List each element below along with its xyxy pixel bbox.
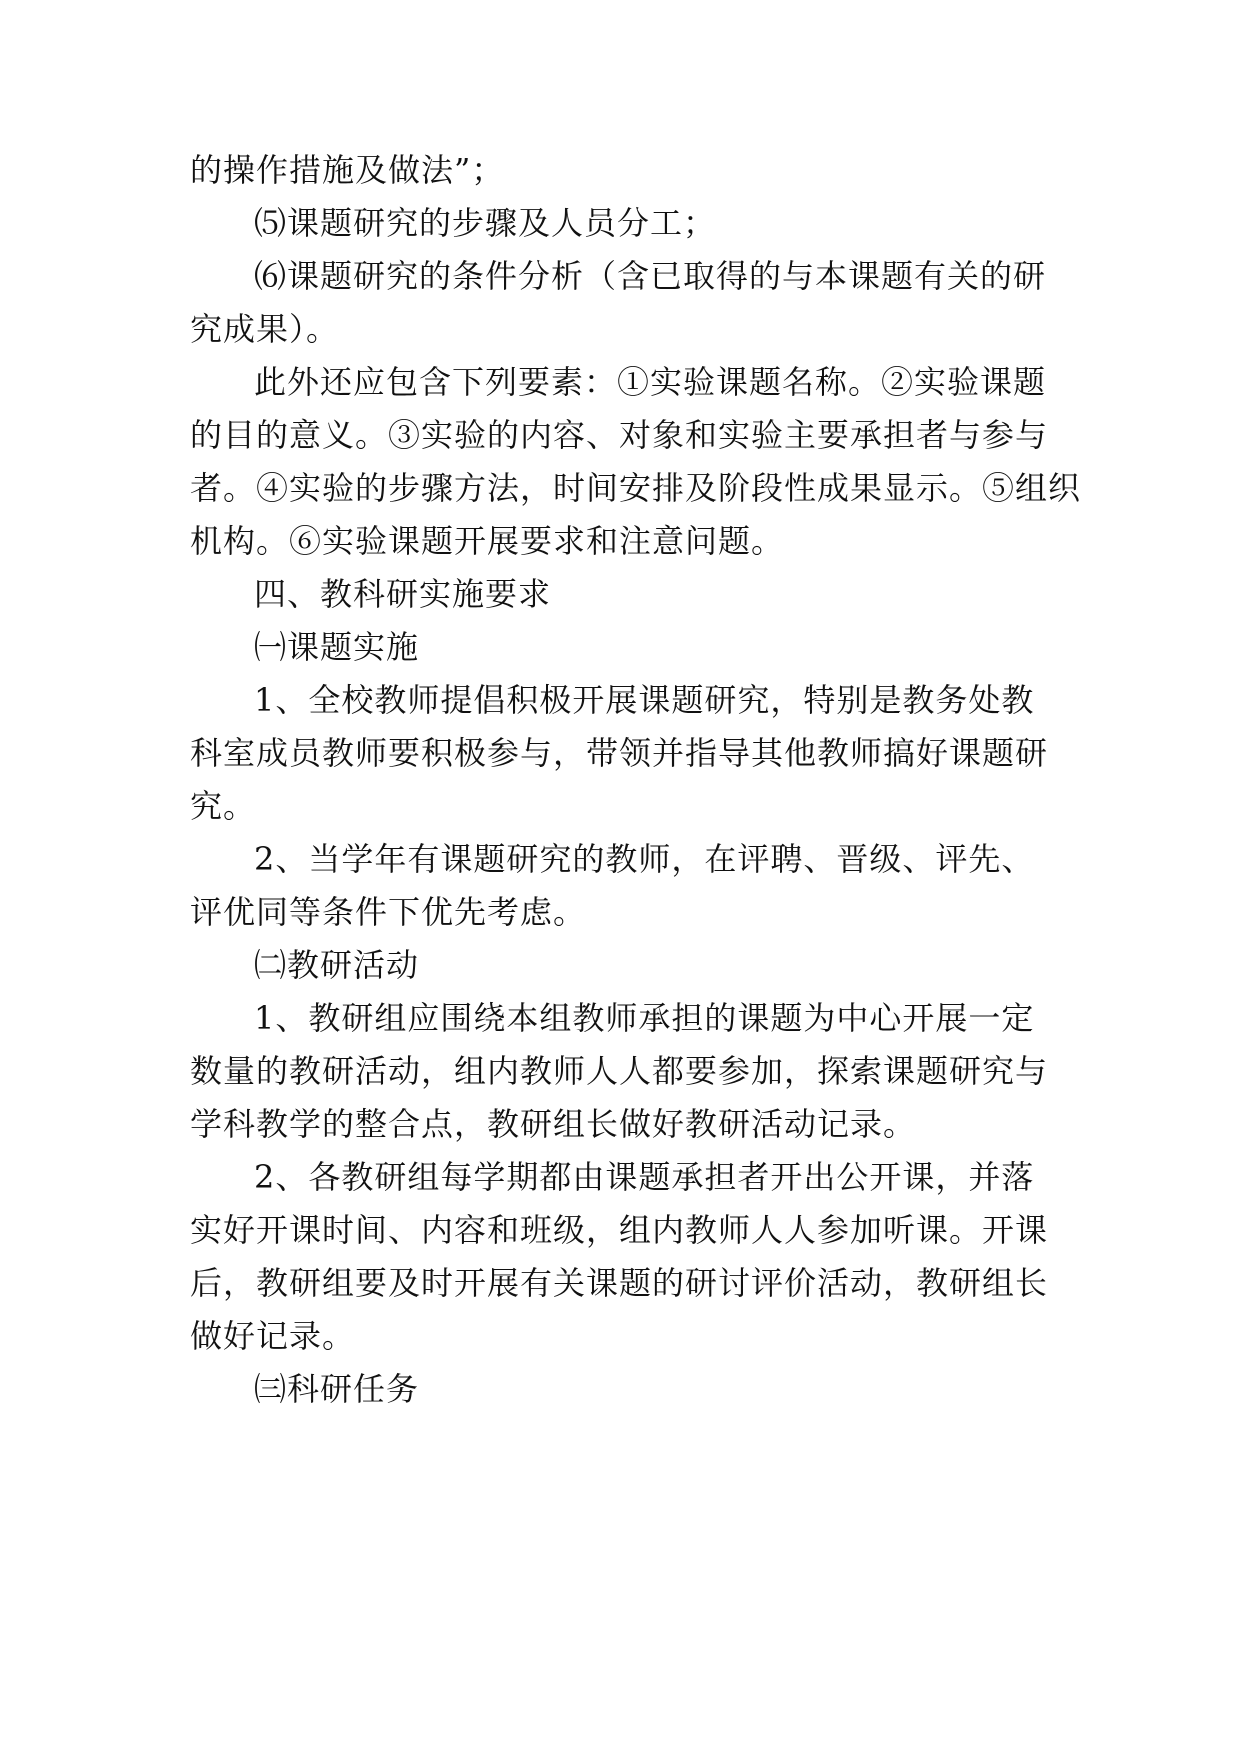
paragraph-line: ⑸课题研究的步骤及人员分工； bbox=[254, 204, 717, 242]
paragraph-line: 究成果）。 bbox=[190, 310, 340, 348]
subsection-heading: ㈠课题实施 bbox=[254, 628, 420, 666]
paragraph-line: ⑹课题研究的条件分析（含已取得的与本课题有关的研 bbox=[254, 257, 1047, 295]
paragraph-line: 究。 bbox=[190, 787, 257, 825]
paragraph-line: 1、教研组应围绕本组教师承担的课题为中心开展一定 bbox=[254, 999, 1035, 1037]
paragraph-line: 的操作措施及做法”； bbox=[190, 151, 505, 189]
paragraph-line: 此外还应包含下列要素：①实验课题名称。②实验课题 bbox=[254, 363, 1047, 401]
paragraph-line: 2、当学年有课题研究的教师，在评聘、晋级、评先、 bbox=[254, 840, 1035, 878]
paragraph-line: 科室成员教师要积极参与，带领并指导其他教师搞好课题研 bbox=[190, 734, 1049, 772]
paragraph-line: 学科教学的整合点，教研组长做好教研活动记录。 bbox=[190, 1105, 917, 1143]
paragraph-line: 者。④实验的步骤方法，时间安排及阶段性成果显示。⑤组织 bbox=[190, 469, 1082, 507]
paragraph-line: 做好记录。 bbox=[190, 1317, 356, 1355]
subsection-heading: ㈢科研任务 bbox=[254, 1370, 420, 1408]
paragraph-line: 机构。⑥实验课题开展要求和注意问题。 bbox=[190, 522, 785, 560]
paragraph-line: 的目的意义。③实验的内容、对象和实验主要承担者与参与 bbox=[190, 416, 1049, 454]
paragraph-line: 后，教研组要及时开展有关课题的研讨评价活动，教研组长 bbox=[190, 1264, 1049, 1302]
subsection-heading: ㈡教研活动 bbox=[254, 946, 420, 984]
paragraph-line: 数量的教研活动，组内教师人人都要参加，探索课题研究与 bbox=[190, 1052, 1049, 1090]
section-heading: 四、教科研实施要求 bbox=[254, 575, 552, 613]
paragraph-line: 实好开课时间、内容和班级，组内教师人人参加听课。开课 bbox=[190, 1211, 1049, 1249]
paragraph-line: 1、全校教师提倡积极开展课题研究，特别是教务处教 bbox=[254, 681, 1035, 719]
paragraph-line: 2、各教研组每学期都由课题承担者开出公开课，并落 bbox=[254, 1158, 1035, 1196]
paragraph-line: 评优同等条件下优先考虑。 bbox=[190, 893, 587, 931]
